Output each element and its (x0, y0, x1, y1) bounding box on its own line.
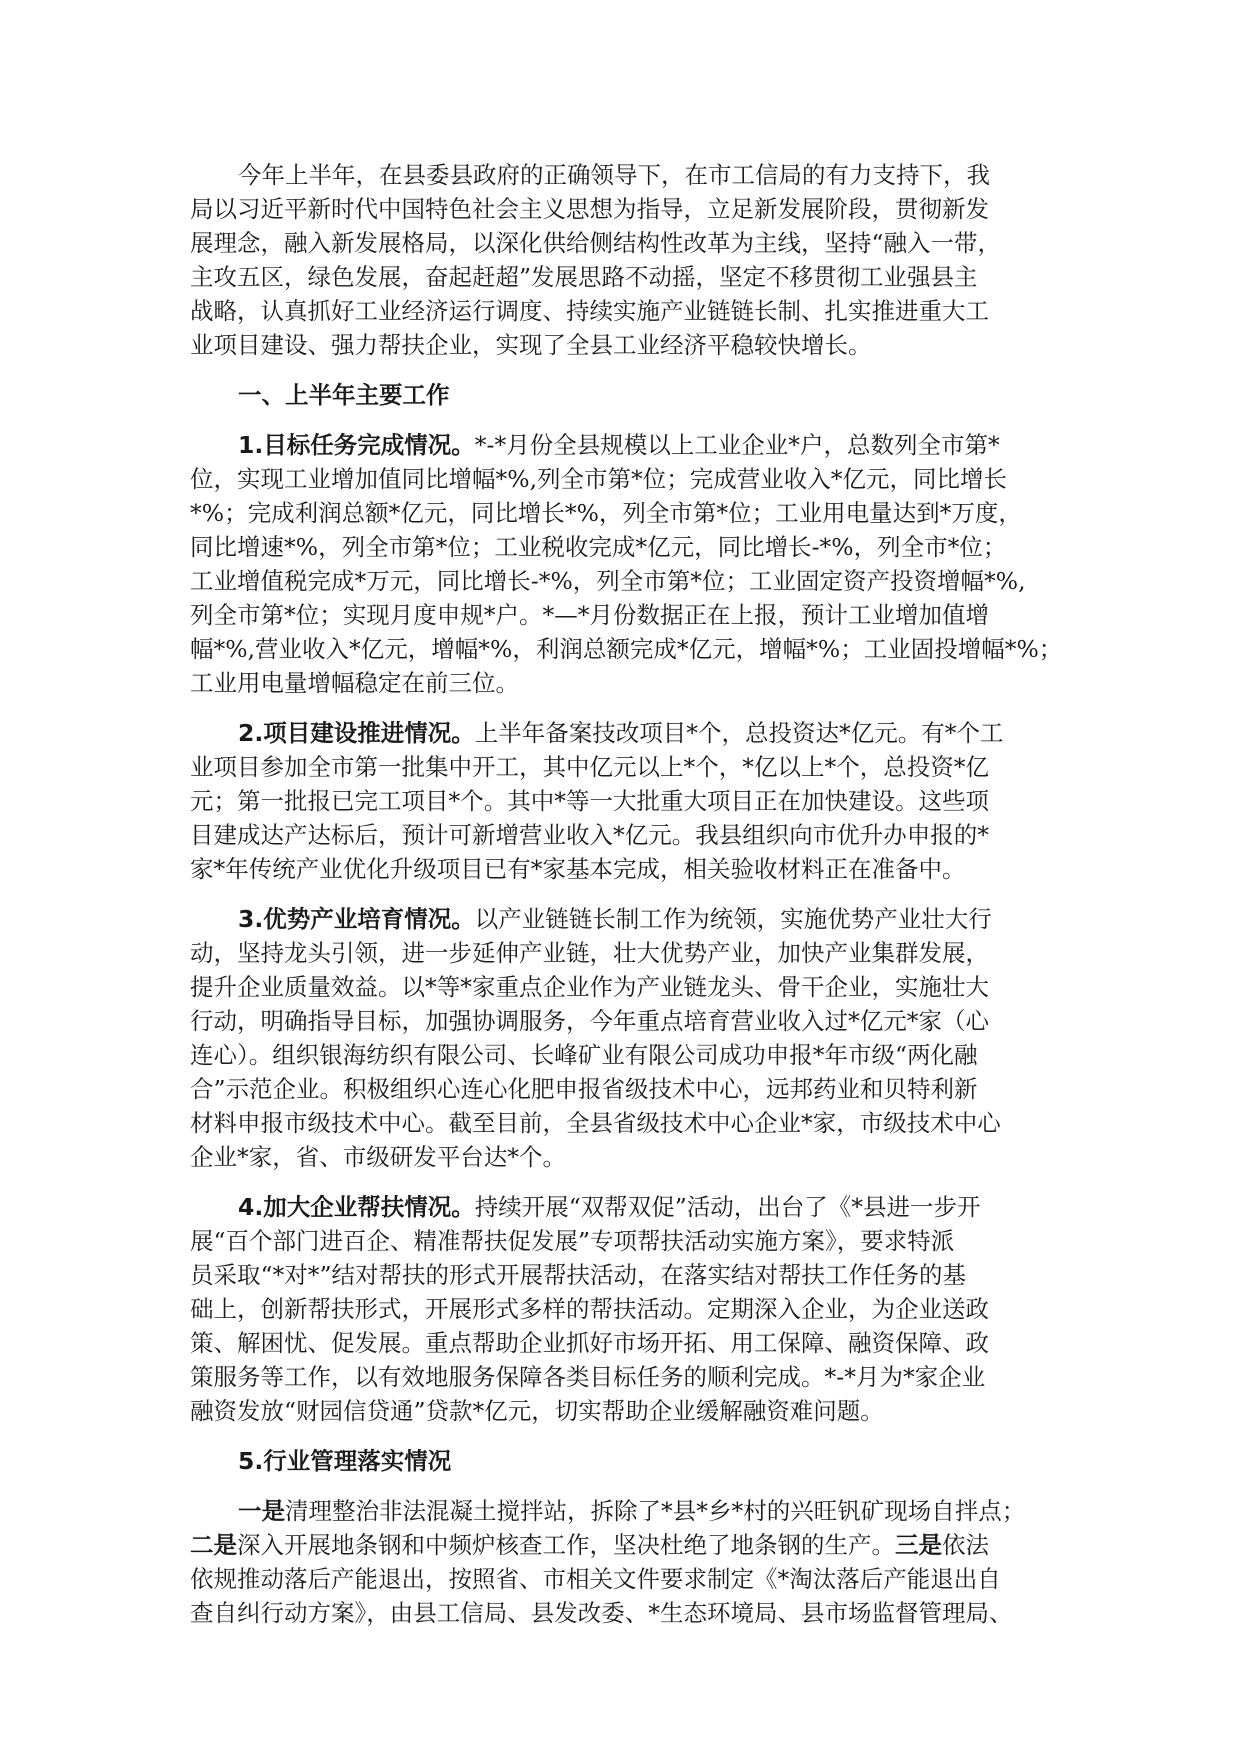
item-2-paragraph (190, 716, 1050, 886)
text-line: 依规推动落后产能退出，按照省、市相关文件要求制定《*淘汰落后产能退出自 (190, 1565, 1001, 1593)
text-line: 目建成达产达标后，预计可新增营业收入*亿元。我县组织向市优升办申报的* (190, 821, 989, 849)
text-line: 深入开展地条钢和中频炉核查工作，坚决杜绝了地条钢的生产。 (237, 1531, 895, 1559)
item-title: 5.行业管理落实情况 (238, 1447, 452, 1475)
item-3-paragraph (190, 902, 1050, 1174)
text-line: 依法 (942, 1531, 989, 1559)
text-line: 主攻五区，绿色发展，奋起赶超”发展思路不动摇，坚定不移贯彻工业强县主 (190, 263, 978, 291)
section-heading: 一、上半年主要工作 (238, 381, 450, 409)
text-line: 清理整治非法混凝土搅拌站，拆除了*县*乡*村的兴旺钒矿现场自拌点； (285, 1497, 1026, 1525)
text-line: 展理念，融入新发展格局，以深化供给侧结构性改革为主线，坚持“融入一带， (190, 229, 1002, 257)
document-page (190, 158, 1063, 1646)
text-line: 础上，创新帮扶形式，开展形式多样的帮扶活动。定期深入企业，为企业送政 (190, 1295, 989, 1323)
text-line: *%；完成利润总额*亿元，同比增长*%，列全市第*位；工业用电量达到*万度， (190, 499, 1022, 527)
text-line: 合”示范企业。积极组织心连心化肥申报省级技术中心，远邦药业和贝特利新 (190, 1075, 978, 1103)
text-line: 位，实现工业增加值同比增幅*%,列全市第*位；完成营业收入*亿元，同比增长 (190, 465, 1008, 493)
text-line: 展“百个部门进百企、精准帮扶促发展”专项帮扶活动实施方案》，要求特派 (190, 1227, 955, 1255)
text-line: 行动，明确指导目标，加强协调服务，今年重点培育营业收入过*亿元*家（心 (190, 1007, 989, 1035)
text-line: 动，坚持龙头引领，进一步延伸产业链，壮大优势产业，加快产业集群发展， (190, 939, 989, 967)
text-line: 上半年备案技改项目*个，总投资达*亿元。有*个工 (474, 719, 1004, 747)
text-line: 局以习近平新时代中国特色社会主义思想为指导，立足新发展阶段，贯彻新发 (190, 195, 989, 223)
item-5-heading (190, 1444, 1050, 1478)
emphasis: 一是 (238, 1497, 285, 1525)
text-line: 策、解困忧、促发展。重点帮助企业抓好市场开拓、用工保障、融资保障、政 (190, 1329, 989, 1357)
item-title: 3.优势产业培育情况。 (238, 905, 475, 933)
text-line: 持续开展“双帮双促”活动，出台了《*县进一步开 (474, 1193, 981, 1221)
emphasis: 三是 (895, 1531, 942, 1559)
text-line: 工业增值税完成*万元，同比增长-*%，列全市第*位；工业固定资产投资增幅*%, (190, 567, 1026, 595)
text-line: 同比增速*%，列全市第*位；工业税收完成*亿元，同比增长-*%，列全市*位； (190, 533, 1007, 561)
text-line: *-*月份全县规模以上工业企业*户，总数列全市第* (474, 431, 1000, 459)
text-line: 家*年传统产业优化升级项目已有*家基本完成，相关验收材料正在准备中。 (190, 855, 966, 883)
text-line: 融资发放“财园信贷通”贷款*亿元，切实帮助企业缓解融资难问题。 (190, 1397, 884, 1425)
emphasis: 二是 (190, 1531, 237, 1559)
item-title: 1.目标任务完成情况。 (238, 431, 475, 459)
intro-paragraph (190, 158, 1050, 362)
text-line: 战略，认真抓好工业经济运行调度、持续实施产业链链长制、扎实推进重大工 (190, 297, 989, 325)
text-line: 业项目建设、强力帮扶企业，实现了全县工业经济平稳较快增长。 (190, 331, 872, 359)
text-line: 工业用电量增幅稳定在前三位。 (190, 669, 519, 697)
text-line: 幅*%,营业收入*亿元，增幅*%，利润总额完成*亿元，增幅*%；工业固投增幅*%； (190, 635, 1063, 663)
text-line: 策服务等工作，以有效地服务保障各类目标任务的顺利完成。*-*月为*家企业 (190, 1363, 986, 1391)
text-line: 元；第一批报已完工项目*个。其中*等一大批重大项目正在加快建设。这些项 (190, 787, 989, 815)
item-1-paragraph (190, 428, 1063, 700)
text-line: 查自纠行动方案》，由县工信局、县发改委、*生态环境局、县市场监督管理局、 (190, 1599, 1013, 1627)
item-5-paragraph (190, 1494, 1050, 1630)
text-line: 今年上半年，在县委县政府的正确领导下，在市工信局的有力支持下，我 (238, 161, 990, 189)
text-line: 员采取“*对*”结对帮扶的形式开展帮扶活动，在落实结对帮扶工作任务的基 (190, 1261, 967, 1289)
text-line: 以产业链链长制工作为统领，实施优势产业壮大行 (474, 905, 992, 933)
text-line: 业项目参加全市第一批集中开工，其中亿元以上*个，*亿以上*个，总投资*亿 (190, 753, 989, 781)
text-line: 企业*家，省、市级研发平台达*个。 (190, 1143, 566, 1171)
item-title: 2.项目建设推进情况。 (238, 719, 475, 747)
text-line: 列全市第*位；实现月度申规*户。*—*月份数据正在上报，预计工业增加值增 (190, 601, 989, 629)
item-title: 4.加大企业帮扶情况。 (238, 1193, 475, 1221)
text-line: 连心）。组织银海纺织有限公司、长峰矿业有限公司成功申报*年市级“两化融 (190, 1041, 978, 1069)
text-line: 材料申报市级技术中心。截至目前，全县省级技术中心企业*家，市级技术中心 (190, 1109, 1001, 1137)
item-4-paragraph (190, 1190, 1050, 1428)
text-line: 提升企业质量效益。以*等*家重点企业作为产业链龙头、骨干企业，实施壮大 (190, 973, 989, 1001)
